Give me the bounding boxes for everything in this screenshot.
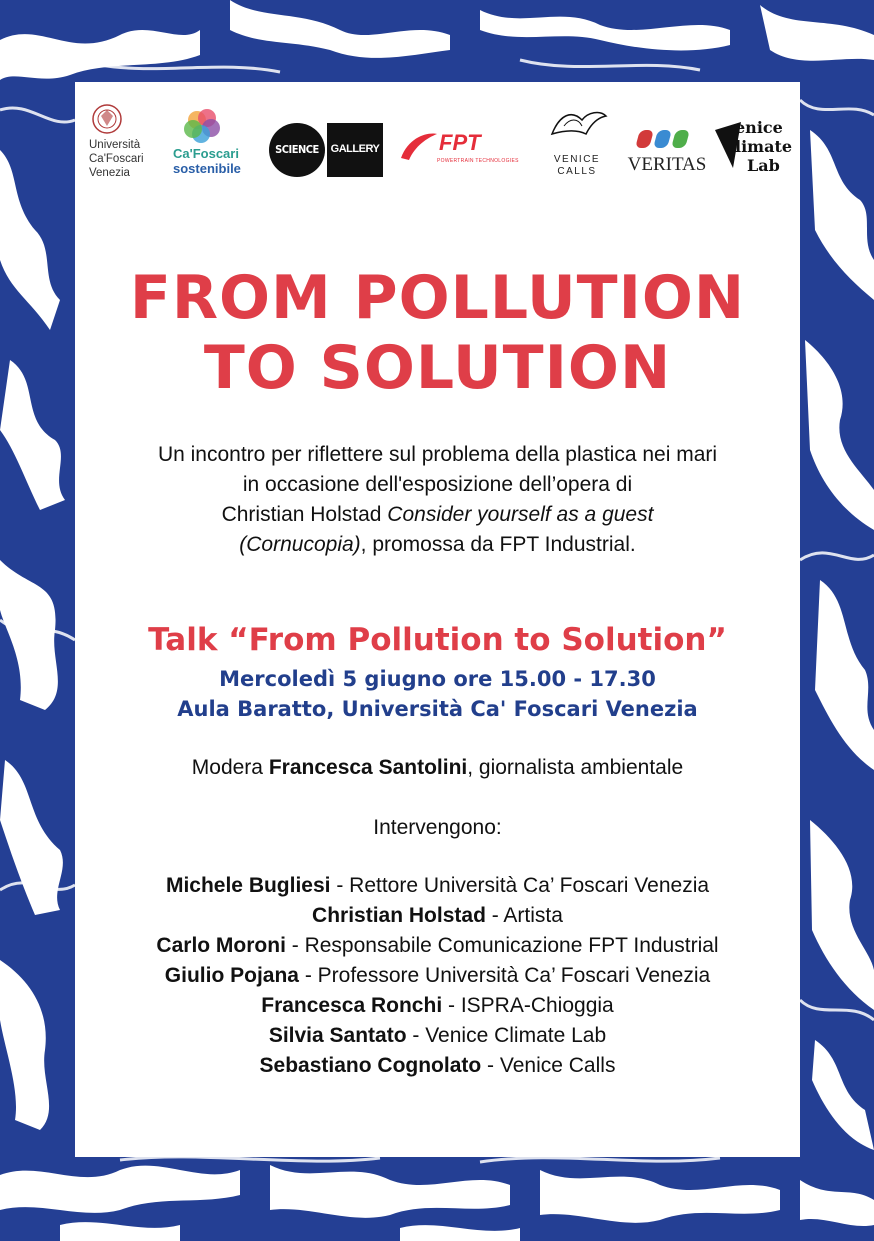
speaker-role: - Venice Calls <box>481 1054 616 1077</box>
gallery-label: GALLERY <box>330 143 380 155</box>
venice-calls-line2: CALLS <box>557 166 597 177</box>
speaker-role: - Rettore Università Ca’ Foscari Venezia <box>330 874 710 897</box>
talk-title: Talk “From Pollution to Solution” <box>148 622 727 658</box>
intro-line1: Un incontro per riflettere sul problema della plastica nei mari <box>157 443 718 466</box>
speaker-role: - ISPRA-Chioggia <box>442 994 614 1017</box>
intro-line2: in occasione dell'esposizione dell’opera di <box>242 473 633 496</box>
speaker-name: Michele Bugliesi <box>165 874 331 897</box>
speaker-row <box>75 991 800 1021</box>
venice-calls-line1: VENICE <box>553 154 601 165</box>
climate-lab-line3: Lab <box>747 156 780 175</box>
science-gallery-logo <box>269 104 384 184</box>
venice-climate-lab-logo <box>713 104 795 184</box>
cafoscari-sostenibile-logo <box>173 104 263 184</box>
talk-place: Aula Baratto, Università Ca' Foscari Venezia <box>177 697 698 721</box>
speaker-name: Sebastiano Cognolato <box>259 1054 482 1077</box>
fpt-logo <box>399 104 521 184</box>
speakers-list <box>75 871 800 1081</box>
speakers-heading: Intervengono: <box>373 816 502 839</box>
unive-line1: Università <box>89 139 141 151</box>
veritas-logo <box>621 104 713 184</box>
unive-line3: Venezia <box>89 167 130 179</box>
sostenibile-line1: Ca'Foscari <box>173 146 239 161</box>
fpt-sub: POWERTRAIN TECHNOLOGIES <box>437 158 519 164</box>
speaker-name: Giulio Pojana <box>164 964 299 987</box>
speaker-role: - Venice Climate Lab <box>406 1024 607 1047</box>
talk-date: Mercoledì 5 giugno ore 15.00 - 17.30 <box>219 667 656 691</box>
speaker-row <box>75 931 800 961</box>
sustainability-flower-icon <box>173 104 263 144</box>
unive-logo <box>87 104 159 184</box>
speaker-row <box>75 1021 800 1051</box>
venice-calls-logo <box>542 104 612 184</box>
speaker-name: Silvia Santato <box>268 1024 407 1047</box>
veritas-waves-icon <box>621 126 713 156</box>
moderator-line <box>75 756 800 780</box>
moderator-role: , giornalista ambientale <box>467 756 684 779</box>
speaker-name: Carlo Moroni <box>156 934 286 957</box>
speaker-role: - Responsabile Comunicazione FPT Industrial <box>285 934 719 957</box>
partner-logos <box>87 104 792 184</box>
speaker-name: Francesca Ronchi <box>261 994 443 1017</box>
speaker-row <box>75 871 800 901</box>
veritas-name: VERITAS <box>627 154 707 175</box>
title-line2: TO SOLUTION <box>203 333 672 403</box>
intro-artwork-subtitle: (Cornucopia) <box>239 533 361 556</box>
content-panel <box>75 82 800 1157</box>
moderator-name: Francesca Santolini <box>268 756 468 779</box>
speaker-name: Christian Holstad <box>312 904 486 927</box>
intro-text <box>75 440 800 560</box>
unive-line2: Ca'Foscari <box>89 153 144 165</box>
intro-promoter: , promossa da FPT Industrial. <box>360 533 636 556</box>
intro-artist: Christian Holstad <box>221 503 388 526</box>
intro-artwork-title: Consider yourself as a guest <box>387 503 654 526</box>
climate-lab-line2: limate <box>735 137 793 156</box>
speaker-role: - Professore Università Ca’ Foscari Venezia <box>298 964 711 987</box>
speaker-row <box>75 901 800 931</box>
speaker-role: - Artista <box>485 904 563 927</box>
moderator-prefix: Modera <box>191 756 269 779</box>
speaker-row <box>75 1051 800 1081</box>
winged-lion-icon <box>542 104 612 148</box>
speaker-row <box>75 961 800 991</box>
science-label: SCIENCE <box>275 143 319 156</box>
fpt-name: FPT <box>439 130 481 155</box>
intro-line3 <box>75 500 800 530</box>
sostenibile-line2: sostenibile <box>173 161 241 176</box>
title-line1: FROM POLLUTION <box>129 263 746 333</box>
fpt-swoosh-icon <box>399 128 439 168</box>
intro-line4 <box>75 530 800 560</box>
climate-lab-line1: enice <box>735 118 783 137</box>
